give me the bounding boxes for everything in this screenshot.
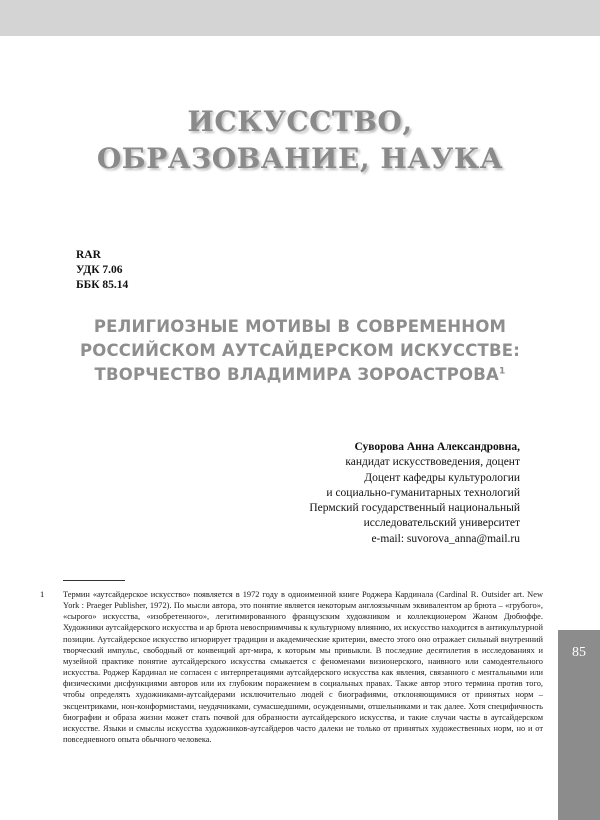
- section-title-line-1: ИСКУССТВО,: [187, 105, 413, 138]
- footnote-reference[interactable]: 1: [499, 366, 506, 377]
- author-university-line-1: Пермский государственный национальный: [309, 502, 520, 515]
- section-title: [0, 103, 600, 177]
- footnote-text: Термин «аутсайдерское искусство» появляется в 1972 году в одноименной книге Роджера Кардинала (Cardinal R. Outsider art. New York : Praeger Publisher, 1972). По мысли автора, это понятие является некоторым англоязычным эквивалентом ар брюта – «грубого», «сырого» искусства, «изобретенного», легитимированного французским художником и коллекционером Жаном Дюбюффе. Художники аутсайдерского искусства и ар брюта невосприимчивы к культурному влиянию, их искусство находится в антикультурной позиции. Аутсайдерское искусство игнорирует традиции и академические критерии, вместо этого оно отражает сильный внутренний творческий импульс, свободный от конвенций арт-мира, к которым мы привыкли. В последние десятилетия в исследованиях и музейной практике понятие аутсайдерского искусства смыкается с феноменами визионерского, наивного или самодеятельного искусства. Роджер Кардинал не согласен с интерпретациями аутсайдерского искусства как явления, связанного с ментальными или физическими дисфункциями авторов или их глубоким поражением в социальных правах. Также автор этого термина против того, чтобы определять художниками-аутсайдерами исключительно людей с биографиями, отклоняющимися от принятых норм – эксцентриками, нон-конформистами, неудачниками, сумасшедшими, осужденными, отшельниками и так далее. Хотя специфичность биографии и образа жизни может стать почвой для образности аутсайдерского искусства, и такие случаи часты в аутсайдерском искусстве. Языки и смыслы искусства художников-аутсайдеров часто далеки не только от принятых художественных норм, но и от повседневного опыта обычного человека.: [63, 590, 543, 745]
- bbk-code: ББК 85.14: [76, 279, 129, 291]
- footnote-divider: [63, 580, 125, 581]
- article-title-line-1: РЕЛИГИОЗНЫЕ МОТИВЫ В СОВРЕМЕННОМ: [93, 317, 507, 336]
- author-position-line-1: Доцент кафедры культурологии: [364, 471, 520, 484]
- section-title-line-2: ОБРАЗОВАНИЕ, НАУКА: [96, 142, 504, 175]
- article-title: [0, 315, 600, 387]
- footnote-number: 1: [40, 589, 45, 599]
- author-university-line-2: исследовательский университет: [363, 517, 520, 530]
- rar-code: RAR: [76, 249, 101, 261]
- author-position-line-2: и социально-гуманитарных технологий: [326, 486, 520, 499]
- udk-code: УДК 7.06: [76, 264, 123, 276]
- article-title-line-3-text: ТВОРЧЕСТВО ВЛАДИМИРА ЗОРОАСТРОВА: [94, 365, 500, 384]
- author-email[interactable]: e-mail: suvorova_anna@mail.ru: [371, 532, 520, 545]
- article-title-line-2: РОССИЙСКОМ АУТСАЙДЕРСКОМ ИСКУССТВЕ:: [79, 341, 521, 360]
- article-title-line-3: [0, 363, 600, 387]
- author-degree: кандидат искусствоведения, доцент: [345, 456, 520, 469]
- header-band: [0, 0, 600, 36]
- classification-codes: [76, 248, 128, 293]
- author-block: [220, 440, 520, 547]
- page-number: 85: [572, 645, 586, 660]
- author-name: Суворова Анна Александровна,: [354, 441, 520, 453]
